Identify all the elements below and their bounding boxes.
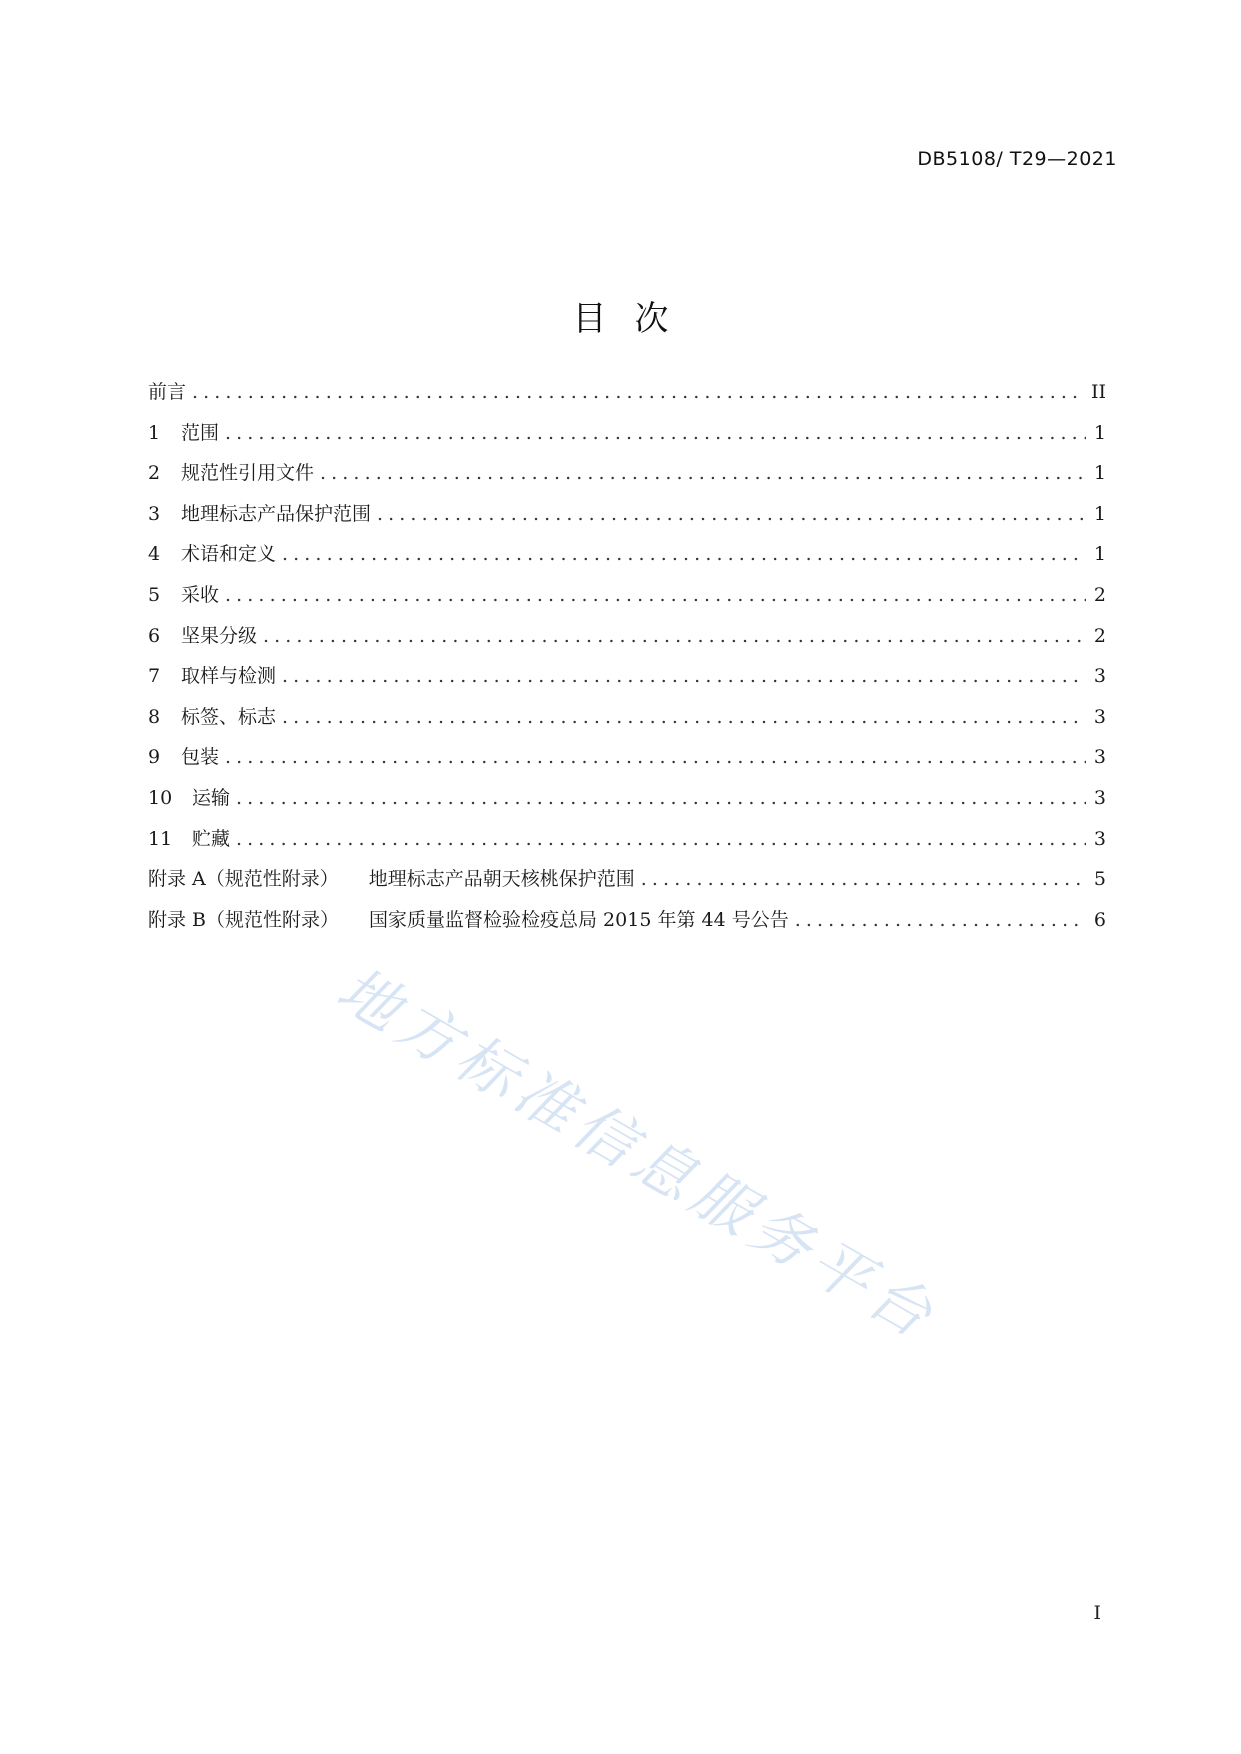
toc-entry-page: 6 bbox=[1093, 908, 1106, 931]
toc-entry-8[interactable] bbox=[148, 697, 1106, 738]
toc-entry-number: 3 bbox=[148, 502, 161, 525]
toc-entry-page: 1 bbox=[1093, 421, 1106, 444]
toc-entry-9[interactable] bbox=[148, 737, 1106, 778]
toc-entry-2[interactable] bbox=[148, 453, 1106, 494]
toc-entry-page: 5 bbox=[1093, 868, 1106, 891]
watermark: 地方标准信息服务平台 bbox=[325, 954, 950, 1355]
toc-entry-page: 3 bbox=[1093, 665, 1106, 688]
appendix-title: 地理标志产品朝天核桃保护范围 bbox=[368, 868, 635, 891]
toc-entry-label: 前言 bbox=[148, 381, 187, 403]
toc-entry-label bbox=[148, 859, 635, 900]
toc-entry-page: II bbox=[1090, 381, 1106, 403]
toc-entry-label: 范围 bbox=[181, 421, 220, 444]
toc-leader-dots bbox=[320, 453, 1086, 494]
toc-entry-number: 7 bbox=[148, 665, 161, 688]
toc-leader-dots bbox=[225, 737, 1086, 778]
toc-leader-dots bbox=[282, 697, 1086, 738]
appendix-designation: 附录 B（规范性附录） bbox=[148, 908, 340, 931]
appendix-designation: 附录 A（规范性附录） bbox=[148, 868, 339, 891]
toc-entry-foreword[interactable] bbox=[148, 372, 1106, 413]
toc-entry-page: 1 bbox=[1093, 462, 1106, 485]
toc-entry-label: 采收 bbox=[181, 583, 220, 606]
document-code: DB5108/ T29—2021 bbox=[917, 148, 1117, 170]
toc-title-text: 目次 bbox=[572, 298, 697, 339]
toc-entry-label bbox=[148, 900, 789, 941]
toc-entry-label: 坚果分级 bbox=[181, 624, 258, 647]
toc-entry-label: 标签、标志 bbox=[181, 705, 277, 728]
toc-leader-dots bbox=[263, 616, 1086, 657]
toc-entry-page: 1 bbox=[1093, 543, 1106, 566]
toc-entry-10[interactable] bbox=[148, 778, 1106, 819]
toc-entry-page: 3 bbox=[1093, 786, 1106, 809]
toc-entry-number: 5 bbox=[148, 583, 161, 606]
toc-leader-dots bbox=[377, 494, 1086, 535]
toc-entry-page: 1 bbox=[1093, 502, 1106, 525]
toc-entry-label: 贮藏 bbox=[192, 827, 231, 850]
toc-entry-label: 术语和定义 bbox=[181, 543, 277, 566]
toc-leader-dots bbox=[641, 859, 1086, 900]
toc-entry-label: 运输 bbox=[192, 786, 231, 809]
toc-entry-number: 6 bbox=[148, 624, 161, 647]
toc-entry-label: 包装 bbox=[181, 746, 220, 769]
toc-entry-number: 2 bbox=[148, 462, 161, 485]
toc-leader-dots bbox=[225, 413, 1086, 454]
toc-entry-label: 规范性引用文件 bbox=[181, 462, 315, 485]
table-of-contents bbox=[148, 372, 1106, 940]
toc-entry-page: 3 bbox=[1093, 746, 1106, 769]
appendix-title: 国家质量监督检验检疫总局 2015 年第 44 号公告 bbox=[369, 908, 789, 931]
toc-entry-1[interactable] bbox=[148, 413, 1106, 454]
toc-entry-3[interactable] bbox=[148, 494, 1106, 535]
toc-entry-4[interactable] bbox=[148, 534, 1106, 575]
toc-entry-number: 4 bbox=[148, 543, 161, 566]
toc-entry-number: 11 bbox=[148, 827, 173, 850]
toc-entry-number: 9 bbox=[148, 746, 161, 769]
toc-entry-page: 2 bbox=[1093, 624, 1106, 647]
toc-entry-number: 1 bbox=[148, 421, 161, 444]
toc-leader-dots bbox=[795, 900, 1086, 941]
toc-entry-page: 3 bbox=[1093, 827, 1106, 850]
toc-leader-dots bbox=[192, 372, 1085, 413]
toc-entry-6[interactable] bbox=[148, 616, 1106, 657]
toc-entry-label: 地理标志产品保护范围 bbox=[181, 502, 372, 525]
toc-entry-11[interactable] bbox=[148, 819, 1106, 860]
toc-leader-dots bbox=[282, 656, 1086, 697]
toc-entry-number: 10 bbox=[148, 786, 173, 809]
page-number: I bbox=[1093, 1602, 1101, 1624]
toc-leader-dots bbox=[236, 819, 1086, 860]
toc-leader-dots bbox=[236, 778, 1086, 819]
toc-title bbox=[0, 291, 1241, 340]
toc-leader-dots bbox=[225, 575, 1086, 616]
toc-entry-5[interactable] bbox=[148, 575, 1106, 616]
toc-entry-7[interactable] bbox=[148, 656, 1106, 697]
toc-entry-appendix-b[interactable] bbox=[148, 900, 1106, 941]
toc-leader-dots bbox=[282, 534, 1086, 575]
toc-entry-appendix-a[interactable] bbox=[148, 859, 1106, 900]
toc-entry-number: 8 bbox=[148, 705, 161, 728]
toc-entry-page: 3 bbox=[1093, 705, 1106, 728]
toc-entry-page: 2 bbox=[1093, 583, 1106, 606]
toc-entry-label: 取样与检测 bbox=[181, 665, 277, 688]
